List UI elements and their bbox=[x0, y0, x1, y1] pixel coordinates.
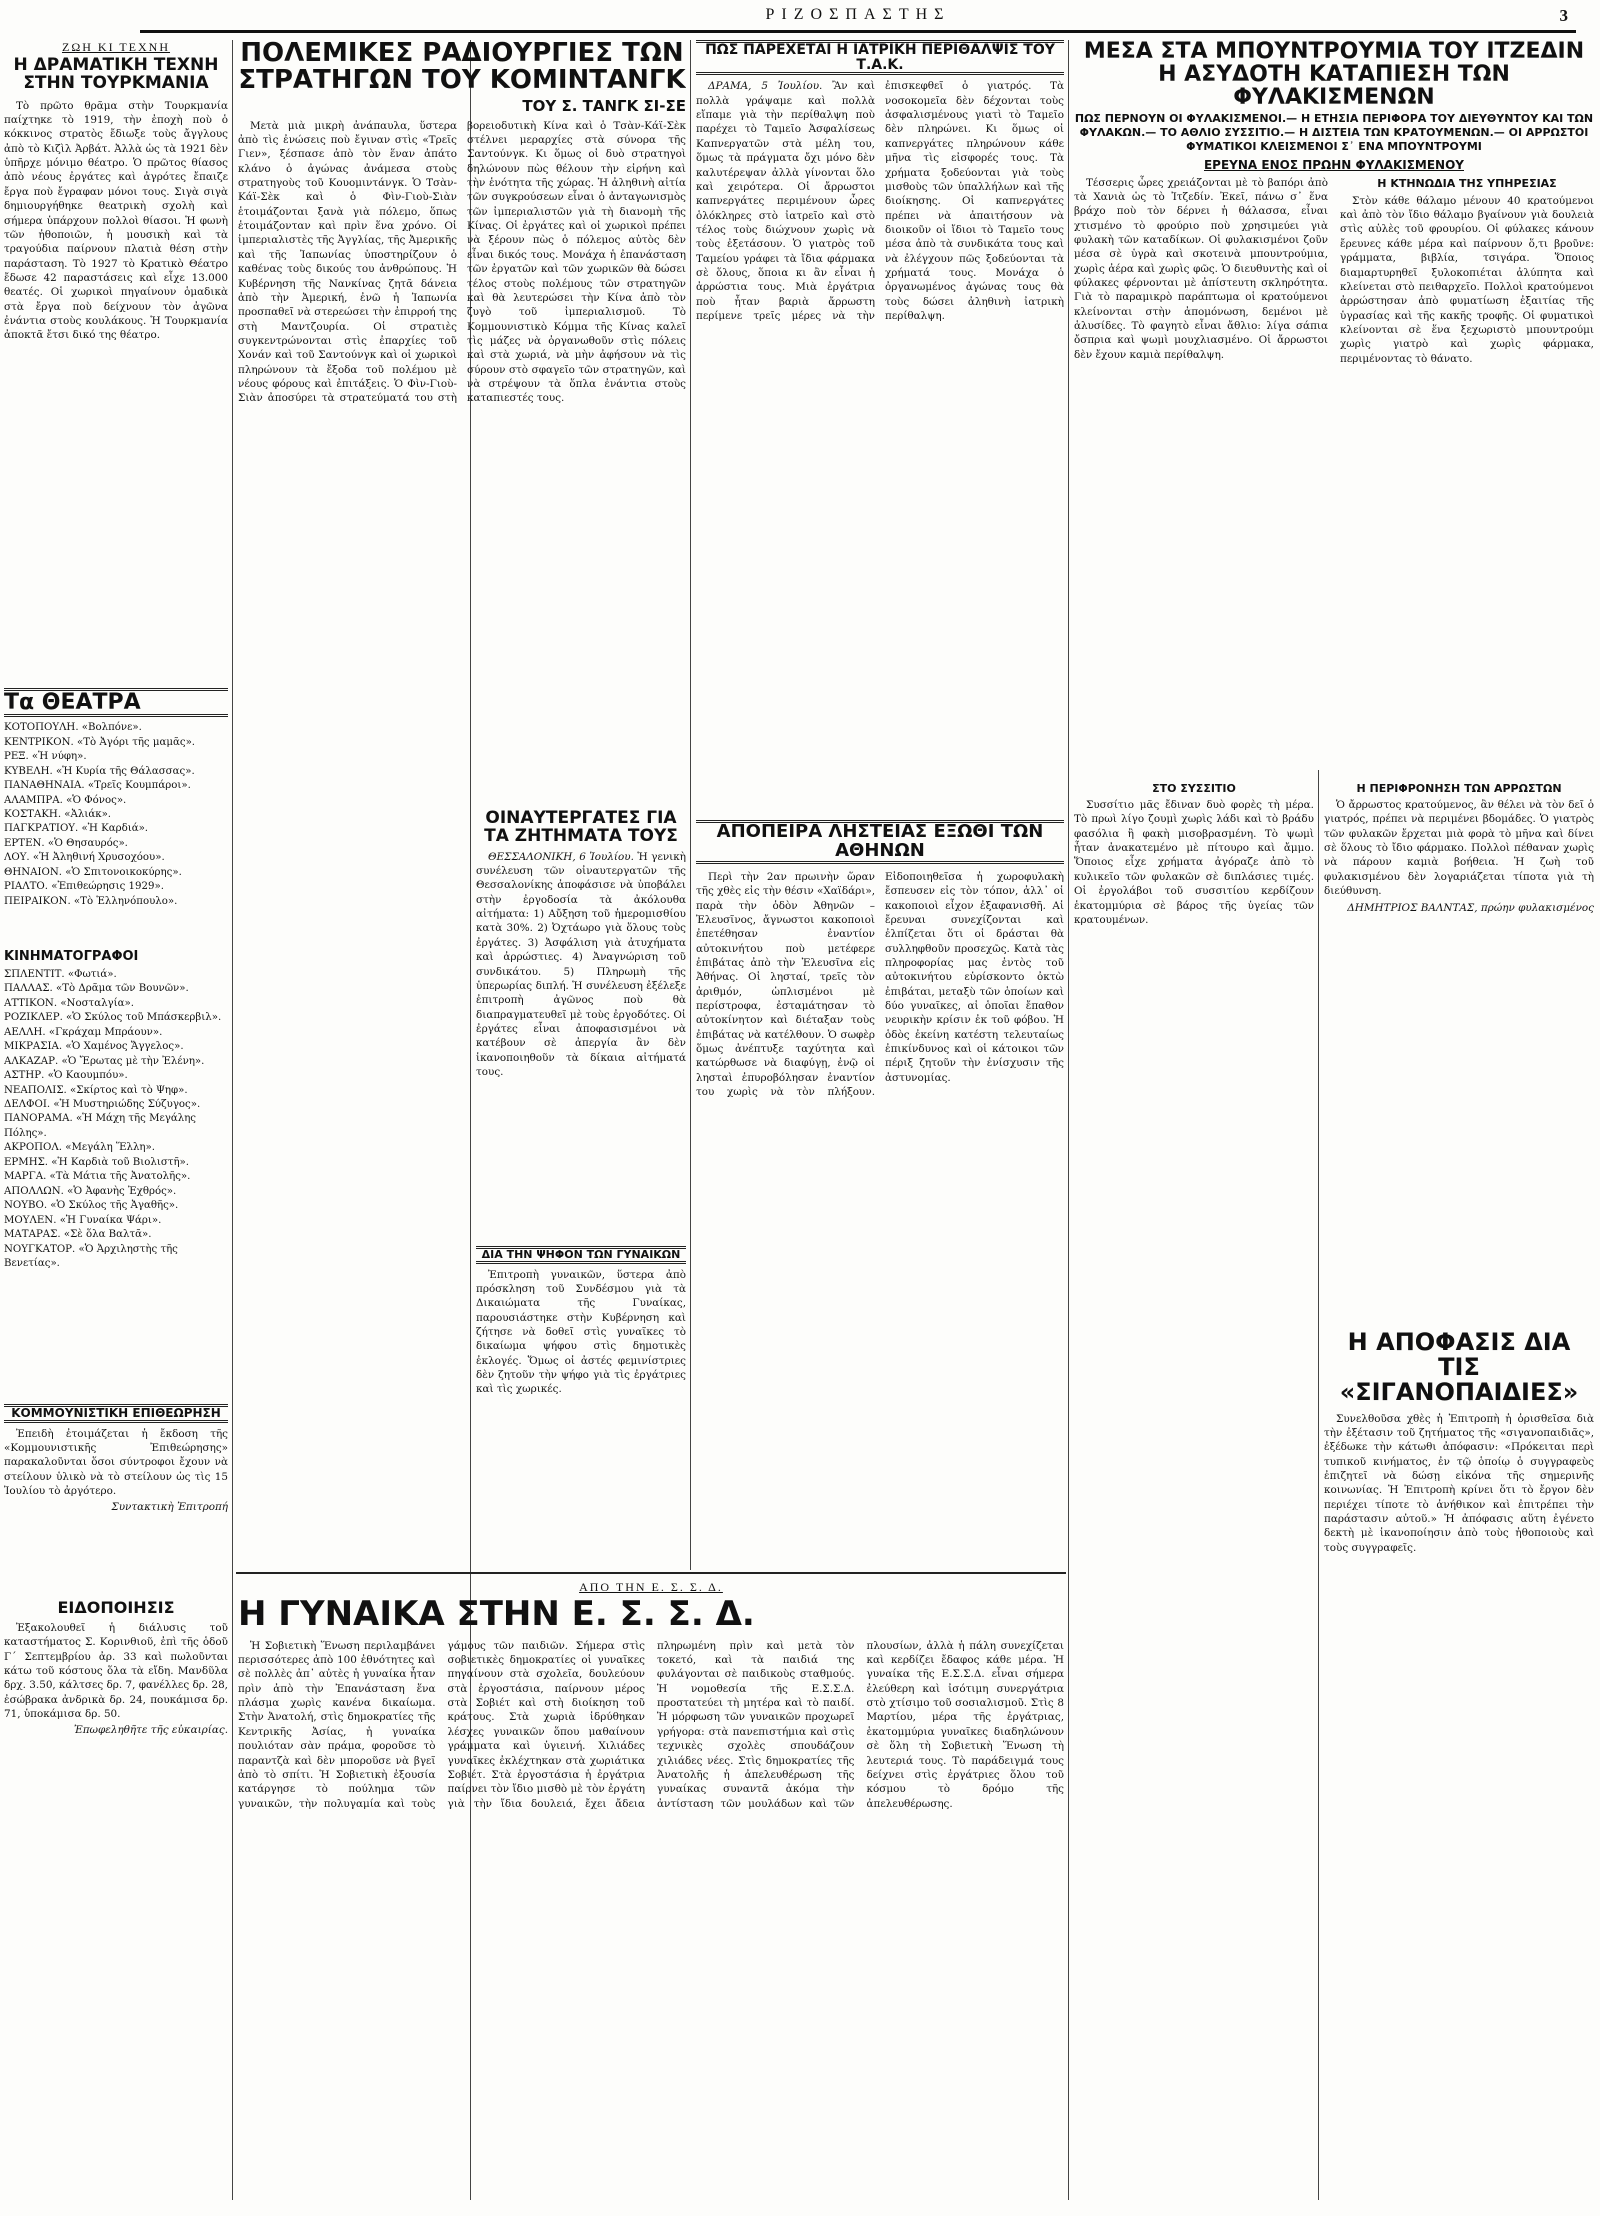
article-headline: Η ΑΠΟΦΑΣΙΣ ΔΙΑ ΤΙΣ «ΣΙΓΑΝΟΠΑΙΔΙΕΣ» bbox=[1339, 1330, 1579, 1407]
listing-item: ΑΛΚΑΖΑΡ. «Ὁ Ἔρωτας μὲ τὴν Ἐλένη». bbox=[4, 1055, 205, 1067]
article-headline: ΔΙΑ ΤΗΝ ΨΗΦΟΝ ΤΩΝ ΓΥΝΑΙΚΩΝ bbox=[476, 1246, 686, 1264]
listing-item: ΝΟΥΓΚΑΤΟΡ. «Ὁ Ἀρχιληστὴς τῆς Βενετίας». bbox=[4, 1243, 178, 1270]
article-sick-prisoners bbox=[1324, 776, 1594, 1316]
listing-item: ΕΡΜΗΣ. «Ἡ Καρδιὰ τοῦ Βιολιστῆ». bbox=[4, 1156, 190, 1168]
article-notice bbox=[4, 1600, 228, 1860]
article-body: Τὸ πρῶτο θρᾶμα στὴν Τουρκμανία παίχτηκε τὸ 1919, τὴν ἐποχὴ ποὺ ὁ κόκκινος στρατὸς ἔδιωξε τοὺς ἄγγλους ἀπὸ τὸ Κιζὶλ Ἀρβάτ. Ἀλλὰ ὡς τὰ 1921 δὲν ὑπῆρχε μόνιμο θέατρο. Ὁ πρῶτος θίασος ἀπὸ νέους ἐργάτες καὶ ἀγρότες ἔπαιζε ἔργα ποὺ ἔγραφαν μόνοι τους. Σιγὰ σιγὰ δημιουργήθηκε θεατρικὴ σχολὴ καὶ σήμερα ὑπάρχουν πολλοὶ θίασοι. Ἡ φωνὴ τῶν ἠθοποιῶν, ἡ μουσικὴ καὶ τὰ τραγούδια παίρνουν πλατιὰ θέση στὴν παράσταση. Τὸ 1927 τὸ Κρατικὸ Θέατρο ἔδωσε 42 παραστάσεις καὶ εἶχε 13.000 θεατές. Οἱ χωρικοὶ πηγαίνουν ὁμαδικὰ στὰ ἔργα ποὺ δείχνουν τὸν ἀγῶνα ἐνάντια στοὺς κουλάκους. Ἡ Τουρκμανία ἀποκτᾶ ἔτσι δικό της θέατρο. bbox=[4, 99, 228, 342]
listing-item: ΠΕΙΡΑΙΚΟΝ. «Τὸ Ἑλληνόπουλο». bbox=[4, 895, 178, 907]
article-robbery-attempt bbox=[696, 820, 1064, 1566]
masthead-rule bbox=[140, 30, 1576, 33]
dateline: ΘΕΣΣΑΛΟΝΙΚΗ, 6 Ἰουλίου. bbox=[488, 850, 634, 863]
article-headline: Η ΔΡΑΜΑΤΙΚΗ ΤΕΧΝΗ ΣΤΗΝ ΤΟΥΡΚΜΑΝΙΑ bbox=[13, 55, 219, 93]
listing-item: ΑΕΛΛΗ. «Γκράχαμ Μπράουν». bbox=[4, 1026, 163, 1038]
listing-item: ΛΟΥ. «Ἡ Ἀληθινή Χρυσοχόου». bbox=[4, 852, 165, 864]
article-headline: ΑΠΟΠΕΙΡΑ ΛΗΣΤΕΙΑΣ ΕΞΩΘΙ ΤΩΝ ΑΘΗΝΩΝ bbox=[696, 820, 1064, 864]
article-headline: ΠΟΛΕΜΙΚΕΣ ΡΑΔΙΟΥΡΓΙΕΣ ΤΩΝ ΣΤΡΑΤΗΓΩΝ ΤΟΥ ΚΟΜΙΝΤΑΝΓΚ bbox=[238, 40, 686, 96]
page-number: 3 bbox=[1559, 6, 1568, 25]
article-deck: ΠΩΣ ΠΕΡΝΟΥΝ ΟΙ ΦΥΛΑΚΙΣΜΕΝΟΙ.— Η ΕΤΗΣΙΑ ΠΕΡΙΦΟΡΑ ΤΟΥ ΔΙΕΥΘΥΝΤΟΥ ΚΑΙ ΤΩΝ ΦΥΛΑΚΩΝ.— ΤΟ ΑΘΛΙΟ ΣΥΣΣΙΤΙΟ.— Η ΔΙΣΤΕΙΑ ΤΩΝ ΚΡΑΤΟΥΜΕΝΩΝ.— ΟΙ ΑΡΡΩΣΤΟΙ ΦΥΜΑΤΙΚΟΙ ΚΛΕΙΣΜΕΝΟΙ Σ᾽ ΕΝΑ ΜΠΟΥΝΤΡΟΥΜΙ bbox=[1074, 112, 1594, 153]
cinemas-heading: ΚΙΝΗΜΑΤΟΓΡΑΦΟΙ bbox=[4, 950, 139, 964]
column-rule bbox=[232, 40, 233, 2200]
article-headline: ΚΟΜΜΟΥΝΙΣΤΙΚΗ ΕΠΙΘΕΩΡΗΣΗ bbox=[4, 1404, 228, 1423]
column-rule bbox=[690, 40, 691, 1570]
listing-item: ΜΑΡΓΑ. «Τὰ Μάτια τῆς Ἀνατολῆς». bbox=[4, 1171, 191, 1183]
listing-item: ΠΑΛΛΑΣ. «Τὸ Δρᾶμα τῶν Βουνῶν». bbox=[4, 983, 189, 995]
article-body: Ὁ ἄρρωστος κρατούμενος, ἂν θέλει νὰ τὸν δεῖ ὁ γιατρός, πρέπει νὰ περιμένει βδομάδες. Ὁ γιατρὸς τῶν φυλακῶν ἔρχεται μιὰ φορὰ τὸ μῆνα καὶ δίνει σὲ ὅλους τὸ ἴδιο φάρμακο. Πολλοὶ πέθαναν χωρὶς νὰ πάρουν καμιὰ βοήθεια. Ἡ ζωὴ τοῦ φυλακισμένου δὲν λογαριάζεται τίποτα γιὰ τὴ διεύθυνση. bbox=[1324, 799, 1594, 898]
article-headline: Η ΓΥΝΑΙΚΑ ΣΤΗΝ Ε. Σ. Σ. Δ. bbox=[238, 1594, 755, 1634]
article-body: Συσσίτιο μᾶς ἔδιναν δυὸ φορὲς τὴ μέρα. Τὸ πρωὶ λίγο ζουμὶ χωρὶς λάδι καὶ τὸ βράδυ φασόλια ἢ φακὴ μισοβρασμένη. Τὸ ψωμὶ ἦταν ἀνακατεμένο μὲ πίτουρο καὶ ἄμμο. Ὅποιος εἶχε χρήματα ἀγόραζε ἀπὸ τὸ κυλικεῖο τῶν φυλακῶν σὲ διπλάσιες τιμές. Οἱ ἐργολάβοι τοῦ συσσιτίου κερδίζουν ἑκατομμύρια σὲ βάρος τῆς ὑγείας τῶν κρατουμένων. bbox=[1074, 799, 1314, 926]
theatres-heading: Τα ΘΕΑΤΡΑ bbox=[4, 688, 228, 717]
column-rule bbox=[1068, 40, 1069, 2200]
listing-item: ΣΠΛΕΝΤΙΤ. «Φωτιά». bbox=[4, 968, 117, 980]
listing-item: ΘΗΝΑΙΟΝ. «Ὁ Σπιτονοικοκύρης». bbox=[4, 866, 182, 878]
listing-item: ΡΟΖΙΚΛΕΡ. «Ὁ Σκύλος τοῦ Μπάσκερβιλ». bbox=[4, 1012, 222, 1024]
article-women-vote bbox=[476, 1246, 686, 1566]
section-heading: ΣΤΟ ΣΥΣΣΙΤΙΟ bbox=[1152, 782, 1236, 795]
section-heading: Η ΠΕΡΙΦΡΟΝΗΣΗ ΤΩΝ ΑΡΡΩΣΤΩΝ bbox=[1356, 782, 1562, 795]
article-medical-care bbox=[696, 40, 1064, 810]
article-mess bbox=[1074, 776, 1314, 2196]
article-kicker: ΖΩΗ ΚΙ ΤΕΧΝΗ bbox=[61, 40, 171, 54]
listing-item: ΑΤΤΙΚΟΝ. «Νοσταλγία». bbox=[4, 997, 134, 1009]
article-signature: ΔΗΜΗΤΡΙΟΣ ΒΑΛΝΤΑΣ, πρώην φυλακισμένος bbox=[1347, 901, 1594, 914]
listing-item: ΚΟΤΟΠΟΥΛΗ. «Βολπόνε». bbox=[4, 722, 142, 734]
article-body: Μετὰ μιὰ μικρὴ ἀνάπαυλα, ὕστερα ἀπὸ τὶς ἐνώσεις ποὺ ἔγιναν στὶς «Τρεῖς Γιεν», ξέσπασε ἀπὸ τὸν ἕναν ἀπάτο κλάνο ὁ ἀγώνας ἀνάμεσα στοὺς στρατηγοὺς τοῦ Κουομιντάνγκ. Ὁ Τσὰν-Κάϊ-Σὲκ καὶ ὁ Φὶν-Γιοὺ-Σιὰν ἑτοιμάζονται ξανὰ γιὰ πόλεμο, ὅπως ἑτοιμάζονταν καὶ πρὶν ἕνα χρόνο. Οἱ ἰμπεριαλιστὲς τῆς Ἀγγλίας, τῆς Ἀμερικῆς καὶ τῆς Ἰαπωνίας ὑποστηρίζουν ὁ καθένας τοὺς δικούς του ἀνθρώπους. Ἡ Κυβέρνηση τῆς Νανκίνας ζητᾶ δάνεια ἀπὸ τὴν Ἀμερική, ἐνῶ ἡ Ἰαπωνία προσπαθεῖ νὰ στερεώσει τὴν ἐπιρροή της στὴ Μαντζουρία. Οἱ στρατιὲς συγκεντρώνονται στὶς ἐπαρχίες τοῦ Χονάν καὶ τοῦ Σαντούνγκ καὶ οἱ χωρικοὶ πληρώνουν τὰ ἔξοδα τοῦ πολέμου μὲ νέους φόρους καὶ ἐπιτάξεις. Ὁ Φὶν-Γιοὺ-Σιὰν ἀποσύρει τὰ στρατεύματά του στὴ βορειοδυτικὴ Κίνα καὶ ὁ Τσὰν-Κάϊ-Σὲκ στέλνει μεραρχίες στὰ σύνορα τῆς Σαντούνγκ. Κι ὅμως οἱ δυὸ στρατηγοὶ δηλώνουν πὼς θέλουν τὴν εἰρήνη καὶ τὴν ἑνότητα τῆς χώρας. Ἡ ἀληθινὴ αἰτία τῶν συγκρούσεων εἶναι ὁ ἀνταγωνισμὸς τῶν ἰμπεριαλιστῶν γιὰ τὴ διανομὴ τῆς Κίνας. Οἱ ἐργάτες καὶ οἱ χωρικοὶ πρέπει νὰ ξέρουν πὼς ὁ πόλεμος αὐτὸς δὲν εἶναι δικός τους. Μονάχα ἡ ἐπανάσταση τῶν ἐργατῶν καὶ τῶν χωρικῶν θὰ δώσει τέλος στοὺς πολέμους τῶν στρατηγῶν καὶ θὰ λευτερώσει τὴν Κίνα ἀπὸ τὸν ζυγὸ τοῦ ἰμπεριαλισμοῦ. Τὸ Κομμουνιστικὸ Κόμμα τῆς Κίνας καλεῖ τὶς μάζες νὰ ὀργανωθοῦν στὶς πόλεις καὶ στὰ χωριά, νὰ μὴν ἀφήσουν νὰ τὶς σύρουν στὸ σφαγεῖο τῶν στρατηγῶν, καὶ νὰ στρέψουν τὰ ὅπλα ἐνάντια στοὺς καταπιεστές τους. bbox=[238, 119, 686, 405]
listing-item: ΜΟΥΛΕΝ. «Ἡ Γυναίκα Ψάρι». bbox=[4, 1214, 162, 1226]
listing-item: ΠΑΝΟΡΑΜΑ. «Ἡ Μάχη τῆς Μεγάλης Πόλης». bbox=[4, 1113, 197, 1139]
section-heading: Η ΚΤΗΝΩΔΙΑ ΤΗΣ ΥΠΗΡΕΣΙΑΣ bbox=[1377, 176, 1557, 190]
listing-item: ΡΕΞ. «Ἡ νύφη». bbox=[4, 751, 87, 763]
article-prisons bbox=[1074, 40, 1594, 766]
listing-item: ΔΕΛΦΟΙ. «Ἡ Μυστηριώδης Σύζυγος». bbox=[4, 1099, 201, 1110]
article-kicker: ΑΠΟ ΤΗΝ Ε. Σ. Σ. Δ. bbox=[579, 1580, 723, 1594]
cinemas-listing bbox=[4, 950, 228, 1400]
article-headline: ΟΙΝΑΥΤΕΡΓΑΤΕΣ ΓΙΑ ΤΑ ΖΗΤΗΜΑΤΑ ΤΟΥΣ bbox=[484, 810, 678, 846]
dateline: ΔΡΑΜΑ, 5 Ἰουλίου. bbox=[708, 80, 823, 93]
article-signature: Ἐπωφεληθῆτε τῆς εὐκαιρίας. bbox=[73, 1724, 228, 1737]
listing-item: ΚΥΒΕΛΗ. «Ἡ Κυρία τῆς Θάλασσας». bbox=[4, 765, 195, 777]
article-headline: ΕΙΔΟΠΟΙΗΣΙΣ bbox=[57, 1600, 175, 1617]
cinemas-list bbox=[4, 968, 228, 1272]
listing-item: ΜΑΤΑΡΑΣ. «Σὲ ὅλα Βαλτᾶ». bbox=[4, 1229, 152, 1241]
article-body: Ἡ Σοβιετικὴ Ἕνωση περιλαμβάνει περισσότερες ἀπὸ 100 ἐθνότητες καὶ σὲ πολλὲς ἀπ᾽ αὐτὲς ἡ γυναίκα ἦταν πρὶν ἀπὸ τὴν Ἐπανάσταση ἕνα πλάσμα χωρὶς κανένα δικαίωμα. Στὴν Ἀνατολή, στὶς δημοκρατίες τῆς Κεντρικῆς Ἀσίας, ἡ γυναίκα πουλιόταν σὰν πράμα, φοροῦσε τὸ παραντζὰ καὶ δὲν μποροῦσε νὰ βγεῖ ἀπὸ τὸ σπίτι. Ἡ Σοβιετικὴ ἐξουσία κατάργησε τὸ πούλημα τῶν γυναικῶν, τὴν πολυγαμία καὶ τοὺς γάμους τῶν παιδιῶν. Σήμερα στὶς σοβιετικὲς δημοκρατίες οἱ γυναῖκες πηγαίνουν στὰ σχολεῖα, δουλεύουν στὰ ἐργοστάσια, παίρνουν μέρος στὰ Σοβιέτ καὶ στὴ διοίκηση τοῦ κράτους. Στὰ χωριὰ ἱδρύθηκαν λέσχες γυναικῶν ὅπου μαθαίνουν γράμματα καὶ ὑγιεινή. Χιλιάδες γυναῖκες ἐκλέχτηκαν στὰ χωριάτικα Σοβιέτ. Στὰ ἐργοστάσια ἡ ἐργάτρια παίρνει τὸν ἴδιο μισθὸ μὲ τὸν ἐργάτη γιὰ τὴν ἴδια δουλειά, ἔχει ἄδεια πληρωμένη πρὶν καὶ μετὰ τὸν τοκετό, καὶ τὰ παιδιά της φυλάγονται σὲ παιδικοὺς σταθμούς. Ἡ νομοθεσία τῆς Ε.Σ.Σ.Δ. προστατεύει τὴ μητέρα καὶ τὸ παιδί. Ἡ μόρφωση τῶν γυναικῶν προχωρεῖ γρήγορα: στὰ πανεπιστήμια καὶ στὶς τεχνικὲς σχολὲς σπουδάζουν χιλιάδες νέες. Στὶς δημοκρατίες τῆς Ἀνατολῆς ἡ ἀπελευθέρωση τῆς γυναίκας συναντᾶ ἀκόμα τὴν ἀντίσταση τῶν μουλάδων καὶ τῶν πλουσίων, ἀλλὰ ἡ πάλη συνεχίζεται καὶ κερδίζει ἔδαφος κάθε μέρα. Ἡ γυναίκα τῆς Ε.Σ.Σ.Δ. εἶναι σήμερα ἐλεύθερη καὶ ἰσότιμη συνεργάτρια στὸ χτίσιμο τοῦ σοσιαλισμοῦ. Στὶς 8 Μαρτίου, μέρα τῆς ἐργάτριας, ἑκατομμύρια γυναῖκες διαδηλώνουν σὲ ὅλη τὴ Σοβιετικὴ Ἕνωση τὴ λευτεριά τους. Τὸ παράδειγμά τους δείχνει στὶς ἐργάτριες ὅλου τοῦ κόσμου τὸ δρόμο τῆς ἀπελευθέρωσης. bbox=[238, 1639, 1064, 1810]
theatres-listing bbox=[4, 688, 228, 946]
article-drama bbox=[4, 40, 228, 680]
article-body: Ἐπειδὴ ἐτοιμάζεται ἡ ἔκδοση τῆς «Κομμουνιστικῆς Ἐπιθεώρησης» παρακαλοῦνται ὅσοι σύντροφοι ἔχουν νὰ στείλουν ὑλικὸ νὰ τὸ στείλουν ὡς τὶς 15 Ἰουλίου τὸ ἀργότερο. bbox=[4, 1427, 228, 1498]
article-communist-review bbox=[4, 1404, 228, 1594]
article-signature: Συντακτικὴ Ἐπιτροπή bbox=[111, 1501, 228, 1514]
section-rule bbox=[236, 1572, 1066, 1574]
article-body: ΔΡΑΜΑ, 5 Ἰουλίου. Ἂν καὶ πολλὰ γράψαμε καὶ πολλὰ εἴπαμε γιὰ τὴν περίθαλψη ποὺ παρέχει τὸ Ταμεῖο Ἀσφαλίσεως Καπνεργατῶν στὰ μέλη του, ὅμως τὰ πράγματα ὄχι μόνο δὲν καλυτέρεψαν ἀλλὰ γίνονται ὅλο καὶ χειρότερα. Οἱ ἄρρωστοι καπνεργάτες περιμένουν ὧρες ὁλόκληρες στὸ ἰατρεῖο καὶ στὸ τέλος τοὺς διώχνουν χωρὶς νὰ τοὺς ἐξετάσουν. Ὁ γιατρὸς τοῦ Ταμείου γράφει τὰ ἴδια φάρμακα σὲ ὅλους, ὅποια κι ἂν εἶναι ἡ ἀρρώστια τους. Μιὰ ἐργάτρια ποὺ ἦταν βαριὰ ἄρρωστη περίμενε τρεῖς μέρες νὰ τὴν ἐπισκεφθεῖ ὁ γιατρός. Τὰ νοσοκομεῖα δὲν δέχονται τοὺς ἀσφαλισμένους γιατὶ τὸ Ταμεῖο δὲν πληρώνει. Κι ὅμως οἱ καπνεργάτες πληρώνουν κάθε μῆνα τὶς εἰσφορές τους. Τὰ χρήματα ξοδεύονται γιὰ τοὺς μισθοὺς τῶν ὑπαλλήλων καὶ τῆς διοίκησης. Οἱ καπνεργάτες πρέπει νὰ ἀπαιτήσουν νὰ διοικοῦν οἱ ἴδιοι τὸ Ταμεῖο τους μέσα ἀπὸ τὰ συνδικάτα τους καὶ νὰ ἐλέγχουν πῶς ξοδεύονται τὰ χρήματά τους. Μονάχα ὁ ὀργανωμένος ἀγώνας τους θὰ τοὺς δώσει ἀληθινὴ ἰατρικὴ περίθαλψη. bbox=[696, 80, 1064, 323]
listing-item: ΝΕΑΠΟΛΙΣ. «Σκίρτος καὶ τὸ Ψηφ». bbox=[4, 1084, 188, 1096]
masthead bbox=[140, 6, 1576, 32]
article-body: Ἐξακολουθεῖ ἡ διάλυσις τοῦ καταστήματος Σ. Κορινθιοῦ, ἐπὶ τῆς ὁδοῦ Γ΄ Σεπτεμβρίου ἀρ. 33 καὶ πωλοῦνται κάτω τοῦ κόστους ὅλα τὰ εἴδη. Μανδῦλα δρχ. 3.50, κάλτσες δρ. 7, φανέλλες δρ. 28, ἐσώβρακα ἀνδρικὰ δρ. 24, πουκάμισα δρ. 71, ὑποκάμισα δρ. 50. bbox=[4, 1621, 228, 1720]
article-headline: ΜΕΣΑ ΣΤΑ ΜΠΟΥΝΤΡΟΥΜΙΑ ΤΟΥ ΙΤΖΕΔΙΝ Η ΑΣΥΔΟΤΗ ΚΑΤΑΠΙΕΣΗ ΤΩΝ ΦΥΛΑΚΙΣΜΕΝΩΝ bbox=[1083, 40, 1585, 111]
article-body: Ἐπιτροπὴ γυναικῶν, ὕστερα ἀπὸ πρόσκληση τοῦ Συνδέσμου γιὰ τὰ Δικαιώματα τῆς Γυναίκας, παρουσιάστηκε στὴν Κυβέρνηση καὶ ζήτησε νὰ δοθεῖ στὶς γυναῖκες τὸ δικαίωμα ψήφου στὶς δημοτικὲς ἐκλογές. Ὅμως οἱ ἀστές φεμινίστριες δὲν ζητοῦν τὴν ψήφο γιὰ τὶς ἐργάτριες καὶ τὶς χωρικές. bbox=[476, 1268, 686, 1396]
article-body: Συνελθοῦσα χθὲς ἡ Ἐπιτροπὴ ἡ ὁρισθεῖσα διὰ τὴν ἐξέτασιν τοῦ ζητήματος τῆς «σιγανοπαιδιᾶς», ἐξέδωκε τὴν κάτωθι ἀπόφασιν: «Πρόκειται περὶ τυπικοῦ κινήματος, ἐν τῷ ὁποίῳ ὁ συγγραφεὺς ἐπιζητεῖ νὰ δώσῃ εἰκόνα τῆς σημερινῆς κοινωνίας. Ἡ Ἐπιτροπὴ κρίνει ὅτι τὸ ἔργον δὲν περιέχει τίποτε τὸ ἀνήθικον καὶ ἐπιτρέπει τὴν παράστασιν αὐτοῦ.» Ἡ ἀπόφασις αὕτη ἐγένετο δεκτὴ μὲ ἱκανοποίησιν ἀπὸ τοὺς ἠθοποιοὺς καὶ τοὺς συγγραφεῖς. bbox=[1324, 1412, 1594, 1554]
listing-item: ΑΣΤΗΡ. «Ὁ Καουμπόυ». bbox=[4, 1070, 128, 1082]
article-body: ΘΕΣΣΑΛΟΝΙΚΗ, 6 Ἰουλίου. Ἡ γενικὴ συνέλευση τῶν οἰναυτεργατῶν τῆς Θεσσαλονίκης ἀποφάσισε νὰ ὑποβάλει στὴν ἐργοδοσία τὰ ἀκόλουθα αἰτήματα: 1) Αὔξηση τοῦ ἡμερομισθίου κατὰ 30%. 2) Ὀχτάωρο γιὰ ὅλους τοὺς ἐργάτες. 3) Ἀσφάλιση γιὰ ἀτυχήματα καὶ ἀρρώστιες. 4) Ἀναγνώριση τοῦ συνδικάτου. 5) Πληρωμὴ τῆς ὑπερωρίας διπλή. Ἡ συνέλευση ἐξέλεξε ἐπιτροπὴ ἀγῶνος ποὺ θὰ διαπραγματευθεῖ μὲ τοὺς ἐργοδότες. Οἱ ἐργάτες εἶναι ἀποφασισμένοι νὰ κατέβουν σὲ ἀπεργία ἂν δὲν ἱκανοποιηθοῦν τὰ δίκαια αἰτήματά τους. bbox=[476, 850, 686, 1079]
listing-item: ΡΙΑΛΤΟ. «Ἐπιθεώρησις 1929». bbox=[4, 881, 164, 893]
listing-item: ΑΠΟΛΛΩΝ. «Ὁ Ἀφανὴς Ἐχθρός». bbox=[4, 1185, 177, 1197]
article-body: Περὶ τὴν 2αν πρωινὴν ὥραν τῆς χθὲς εἰς τὴν θέσιν «Χαϊδάρι», παρὰ τὴν ὁδὸν Ἀθηνῶν – Ἐλευσῖνος, ἄγνωστοι κακοποιοὶ ἐπετέθησαν ἐναντίον αὐτοκινήτου ποὺ μετέφερε ἐπιβάτας ἀπὸ τὴν Ἐλευσῖνα εἰς Ἀθήνας. Οἱ λησταί, τρεῖς τὸν ἀριθμόν, ὡπλισμένοι μὲ περίστροφα, ἐσταμάτησαν τὸ αὐτοκίνητον καὶ διέταξαν τοὺς ἐπιβάτας νὰ κατέλθουν. Ὁ σωφὲρ ὅμως ἀνέπτυξε ταχύτητα καὶ κατώρθωσε νὰ διαφύγῃ, ἐνῷ οἱ λησταὶ ἐπυροβόλησαν ἐναντίον του χωρὶς νὰ τὸν πλήξουν. Εἰδοποιηθεῖσα ἡ χωροφυλακὴ ἔσπευσεν εἰς τὸν τόπον, ἀλλ᾽ οἱ κακοποιοὶ εἶχον ἐξαφανισθῆ. Αἱ ἔρευναι συνεχίζονται καὶ ἐλπίζεται ὅτι οἱ δράσται θὰ συλληφθοῦν προσεχῶς. Κατὰ τὰς πληροφορίας μας ἐντὸς τοῦ αὐτοκινήτου εὑρίσκοντο ὀκτὼ ἐπιβάται, μεταξὺ τῶν ὁποίων καὶ δύο γυναῖκες, αἱ ὁποῖαι ἔπαθον νευρικὴν κρίσιν ἐκ τοῦ φόβου. Ἡ ὁδὸς ἐκείνη κατέστη τελευταίως ἐπικίνδυνος καὶ οἱ κάτοικοι τῶν πέριξ ζητοῦν τὴν ἐνίσχυσιν τῆς ἀστυνομίας. bbox=[696, 870, 1064, 1099]
listing-item: ΝΟΥΒΟ. «Ὁ Σκύλος τῆς Ἀγαθῆς». bbox=[4, 1200, 179, 1212]
listing-item: ΑΚΡΟΠΟΛ. «Μεγάλη Ἕλλη». bbox=[4, 1142, 155, 1154]
listing-item: ΚΟΣΤΑΚΗ. «Ἀλιάκ». bbox=[4, 809, 112, 820]
newspaper-title: ΡΙΖΟΣΠΑΣΤΗΣ bbox=[765, 6, 951, 23]
article-ussr-women bbox=[238, 1580, 1064, 2200]
listing-item: ΠΑΓΚΡΑΤΙΟΥ. «Ἡ Καρδιά». bbox=[4, 823, 149, 835]
column-rule bbox=[1318, 770, 1319, 2200]
listing-item: ΜΙΚΡΑΣΙΑ. «Ὁ Χαμένος Ἄγγελος». bbox=[4, 1041, 184, 1053]
article-headline: ΠΩΣ ΠΑΡΕΧΕΤΑΙ Η ΙΑΤΡΙΚΗ ΠΕΡΙΘΑΛΨΙΣ ΤΟΥ Τ.Α.Κ. bbox=[696, 40, 1064, 75]
article-subhead: ΕΡΕΥΝΑ ΕΝΟΣ ΠΡΩΗΝ ΦΥΛΑΚΙΣΜΕΝΟΥ bbox=[1203, 157, 1464, 172]
article-body: Τέσσερις ὧρες χρειάζονται μὲ τὸ βαπόρι ἀπὸ τὰ Χανιὰ ὡς τὸ Ἰτζεδίν. Ἐκεῖ, πάνω σ᾽ ἕνα βράχο ποὺ τὸν δέρνει ἡ θάλασσα, εἶναι χτισμένο τὸ φρούριο ποὺ χρησιμεύει γιὰ φυλακὴ τῶν καταδίκων. Οἱ φυλακισμένοι ζοῦν μέσα σὲ ὑγρὰ καὶ σκοτεινὰ μπουντρούμια, χωρὶς ἀέρα καὶ χωρὶς φῶς. Ὁ διευθυντὴς καὶ οἱ φύλακες φέρνονται μὲ ἀπίστευτη σκληρότητα. Γιὰ τὸ παραμικρὸ παράπτωμα οἱ κρατούμενοι κλείνονται στὴν ἀπομόνωση, δεμένοι μὲ ἁλυσίδες. Τὸ φαγητὸ εἶναι ἄθλιο: λίγα σάπια ὄσπρια καὶ ψωμὶ μουχλιασμένο. Οἱ ἄρρωστοι δὲν ἔχουν καμιὰ περίθαλψη. Η ΚΤΗΝΩΔΙΑ ΤΗΣ ΥΠΗΡΕΣΙΑΣ Στὸν κάθε θάλαμο μένουν 40 κρατούμενοι καὶ ἀπὸ τὸν ἴδιο θάλαμο βγαίνουν γιὰ δουλειὰ στὶς αὐλὲς τοῦ φρουρίου. Οἱ φύλακες κάνουν ἔρευνες κάθε μέρα καὶ παίρνουν ὅ,τι βροῦνε: γράμματα, βιβλία, τσιγάρα. Ὅποιος διαμαρτυρηθεῖ ξυλοκοπιέται ἀλύπητα καὶ κλείνεται στὸ πειθαρχεῖο. Πολλοὶ κρατούμενοι ἀρρώστησαν ἀπὸ φυματίωση ἐξαιτίας τῆς ὑγρασίας καὶ τῆς κακῆς τροφῆς. Οἱ φυματικοὶ κλείνονται σὲ ἕνα ξεχωριστὸ μπουντρούμι χωρὶς γιατρὸ καὶ χωρὶς φάρμακα, περιμένοντας τὸ θάνατο. bbox=[1074, 176, 1594, 365]
theatres-list bbox=[4, 721, 228, 909]
listing-item: ΕΡΤΕΝ. «Ὁ Θησαυρός». bbox=[4, 837, 128, 849]
article-seamen bbox=[476, 810, 686, 1240]
listing-item: ΠΑΝΑΘΗΝΑΙΑ. «Τρεῖς Κουμπάροι». bbox=[4, 780, 191, 792]
article-decision bbox=[1324, 1330, 1594, 2196]
article-byline: ΤΟΥ Σ. ΤΑΝΓΚ ΣΙ-ΣΕ bbox=[522, 96, 686, 115]
listing-item: ΑΛΑΜΠΡΑ. «Ὁ Φόνος». bbox=[4, 794, 127, 806]
listing-item: ΚΕΝΤΡΙΚΟΝ. «Τὸ Ἀγόρι τῆς μαμᾶς». bbox=[4, 736, 196, 748]
